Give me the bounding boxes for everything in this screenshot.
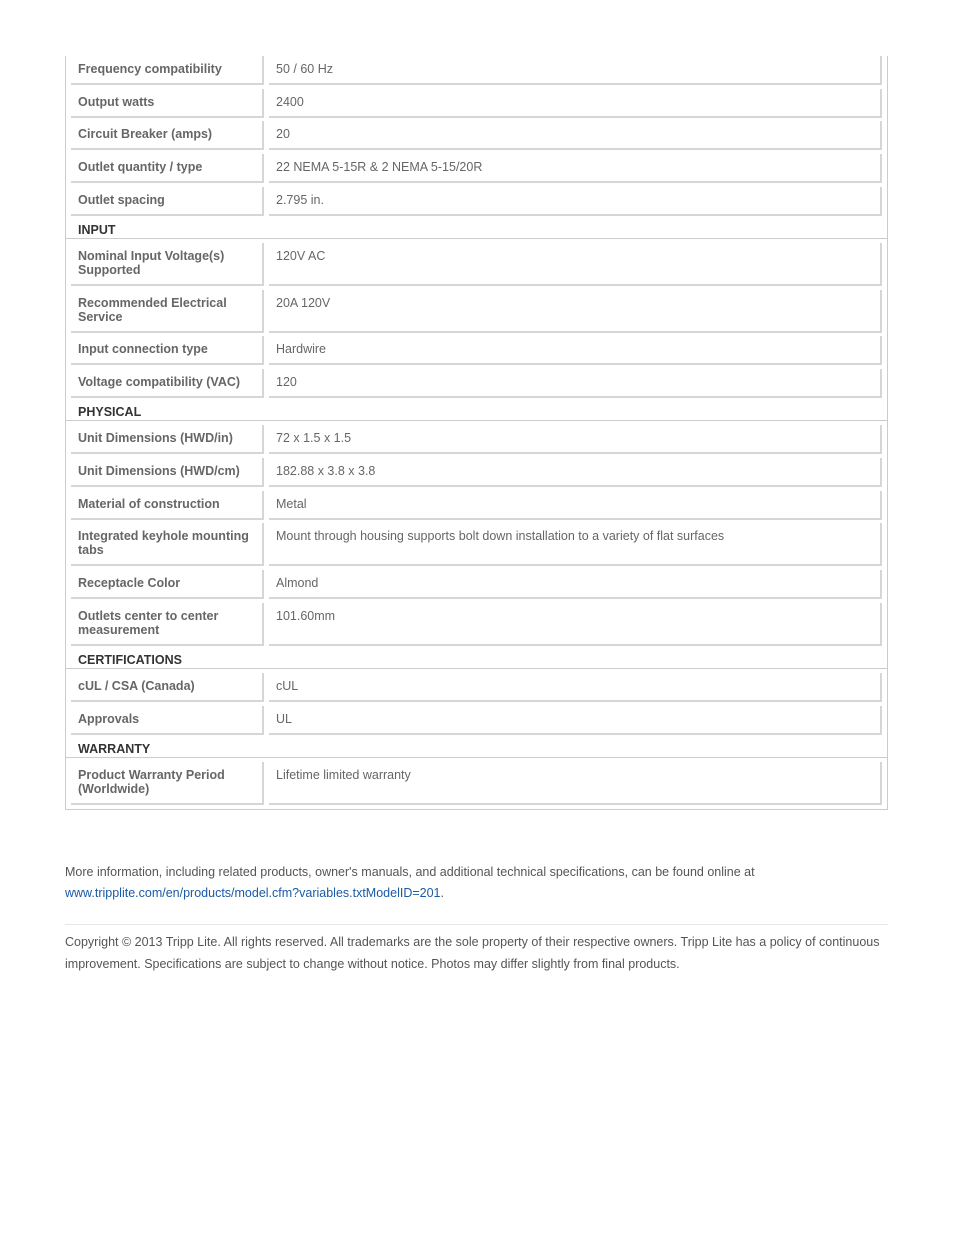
spec-row-outlet-quantity — [66, 154, 887, 183]
spec-label: Circuit Breaker (amps) — [71, 121, 264, 150]
spec-row-output-watts — [66, 89, 887, 118]
section-header-certifications: CERTIFICATIONS — [66, 645, 887, 669]
section-header-physical: PHYSICAL — [66, 397, 887, 421]
spec-row-keyhole-tabs — [66, 523, 887, 566]
spec-label: Approvals — [71, 706, 264, 735]
spec-label: Outlet spacing — [71, 187, 264, 216]
footer-divider — [65, 924, 888, 925]
spec-row-outlet-spacing — [66, 187, 887, 216]
spec-label: Product Warranty Period (Worldwide) — [71, 762, 264, 805]
spec-value: 22 NEMA 5-15R & 2 NEMA 5-15/20R — [269, 154, 882, 183]
spec-label: cUL / CSA (Canada) — [71, 673, 264, 702]
product-page-link[interactable]: www.tripplite.com/en/products/model.cfm?variables.txtModelID=201 — [65, 886, 441, 900]
spec-value: Mount through housing supports bolt down installation to a variety of flat surfaces — [269, 523, 882, 566]
spec-value: 101.60mm — [269, 603, 882, 646]
more-info-text: More information, including related products, owner's manuals, and additional technical specifications, can be found online at — [65, 865, 755, 879]
spec-value: 120V AC — [269, 243, 882, 286]
spec-value: 120 — [269, 369, 882, 398]
copyright-notice: Copyright © 2013 Tripp Lite. All rights reserved. All trademarks are the sole property of their respective owners. Tripp Lite has a policy of continuous improvement. Specifications are subject to change without notice. Photos may differ slightly from final products. — [65, 935, 880, 971]
spec-value: UL — [269, 706, 882, 735]
spec-row-frequency — [66, 56, 887, 85]
spec-value: Almond — [269, 570, 882, 599]
spec-label: Unit Dimensions (HWD/in) — [71, 425, 264, 454]
section-header-warranty: WARRANTY — [66, 734, 887, 758]
spec-value: 182.88 x 3.8 x 3.8 — [269, 458, 882, 487]
spec-value: 2.795 in. — [269, 187, 882, 216]
spec-label: Material of construction — [71, 491, 264, 520]
spec-row-warranty-period — [66, 762, 887, 805]
spec-label: Voltage compatibility (VAC) — [71, 369, 264, 398]
spec-value: 72 x 1.5 x 1.5 — [269, 425, 882, 454]
spec-label: Output watts — [71, 89, 264, 118]
spec-row-outlets-center — [66, 603, 887, 646]
spec-label: Recommended Electrical Service — [71, 290, 264, 333]
spec-label: Unit Dimensions (HWD/cm) — [71, 458, 264, 487]
spec-value: 50 / 60 Hz — [269, 56, 882, 85]
spec-row-material — [66, 491, 887, 520]
spec-row-input-connection — [66, 336, 887, 365]
spec-value: 2400 — [269, 89, 882, 118]
spec-value: cUL — [269, 673, 882, 702]
spec-label: Receptacle Color — [71, 570, 264, 599]
spec-row-voltage-compatibility — [66, 369, 887, 398]
link-suffix: . — [440, 886, 444, 900]
spec-row-circuit-breaker — [66, 121, 887, 150]
spec-row-recommended-service — [66, 290, 887, 333]
spec-label: Input connection type — [71, 336, 264, 365]
spec-row-approvals — [66, 706, 887, 735]
spec-row-receptacle-color — [66, 570, 887, 599]
spec-label: Outlet quantity / type — [71, 154, 264, 183]
spec-row-dimensions-in — [66, 425, 887, 454]
spec-value: 20 — [269, 121, 882, 150]
spec-row-dimensions-cm — [66, 458, 887, 487]
spec-label: Nominal Input Voltage(s) Supported — [71, 243, 264, 286]
section-header-input: INPUT — [66, 215, 887, 239]
spec-value: Metal — [269, 491, 882, 520]
more-info-paragraph — [65, 862, 888, 904]
spec-value: Hardwire — [269, 336, 882, 365]
spec-row-nominal-input-voltage — [66, 243, 887, 286]
spec-label: Outlets center to center measurement — [71, 603, 264, 646]
spec-value: 20A 120V — [269, 290, 882, 333]
spec-row-cul-csa — [66, 673, 887, 702]
spec-label: Frequency compatibility — [71, 56, 264, 85]
spec-value: Lifetime limited warranty — [269, 762, 882, 805]
spec-table — [65, 56, 888, 810]
spec-label: Integrated keyhole mounting tabs — [71, 523, 264, 566]
